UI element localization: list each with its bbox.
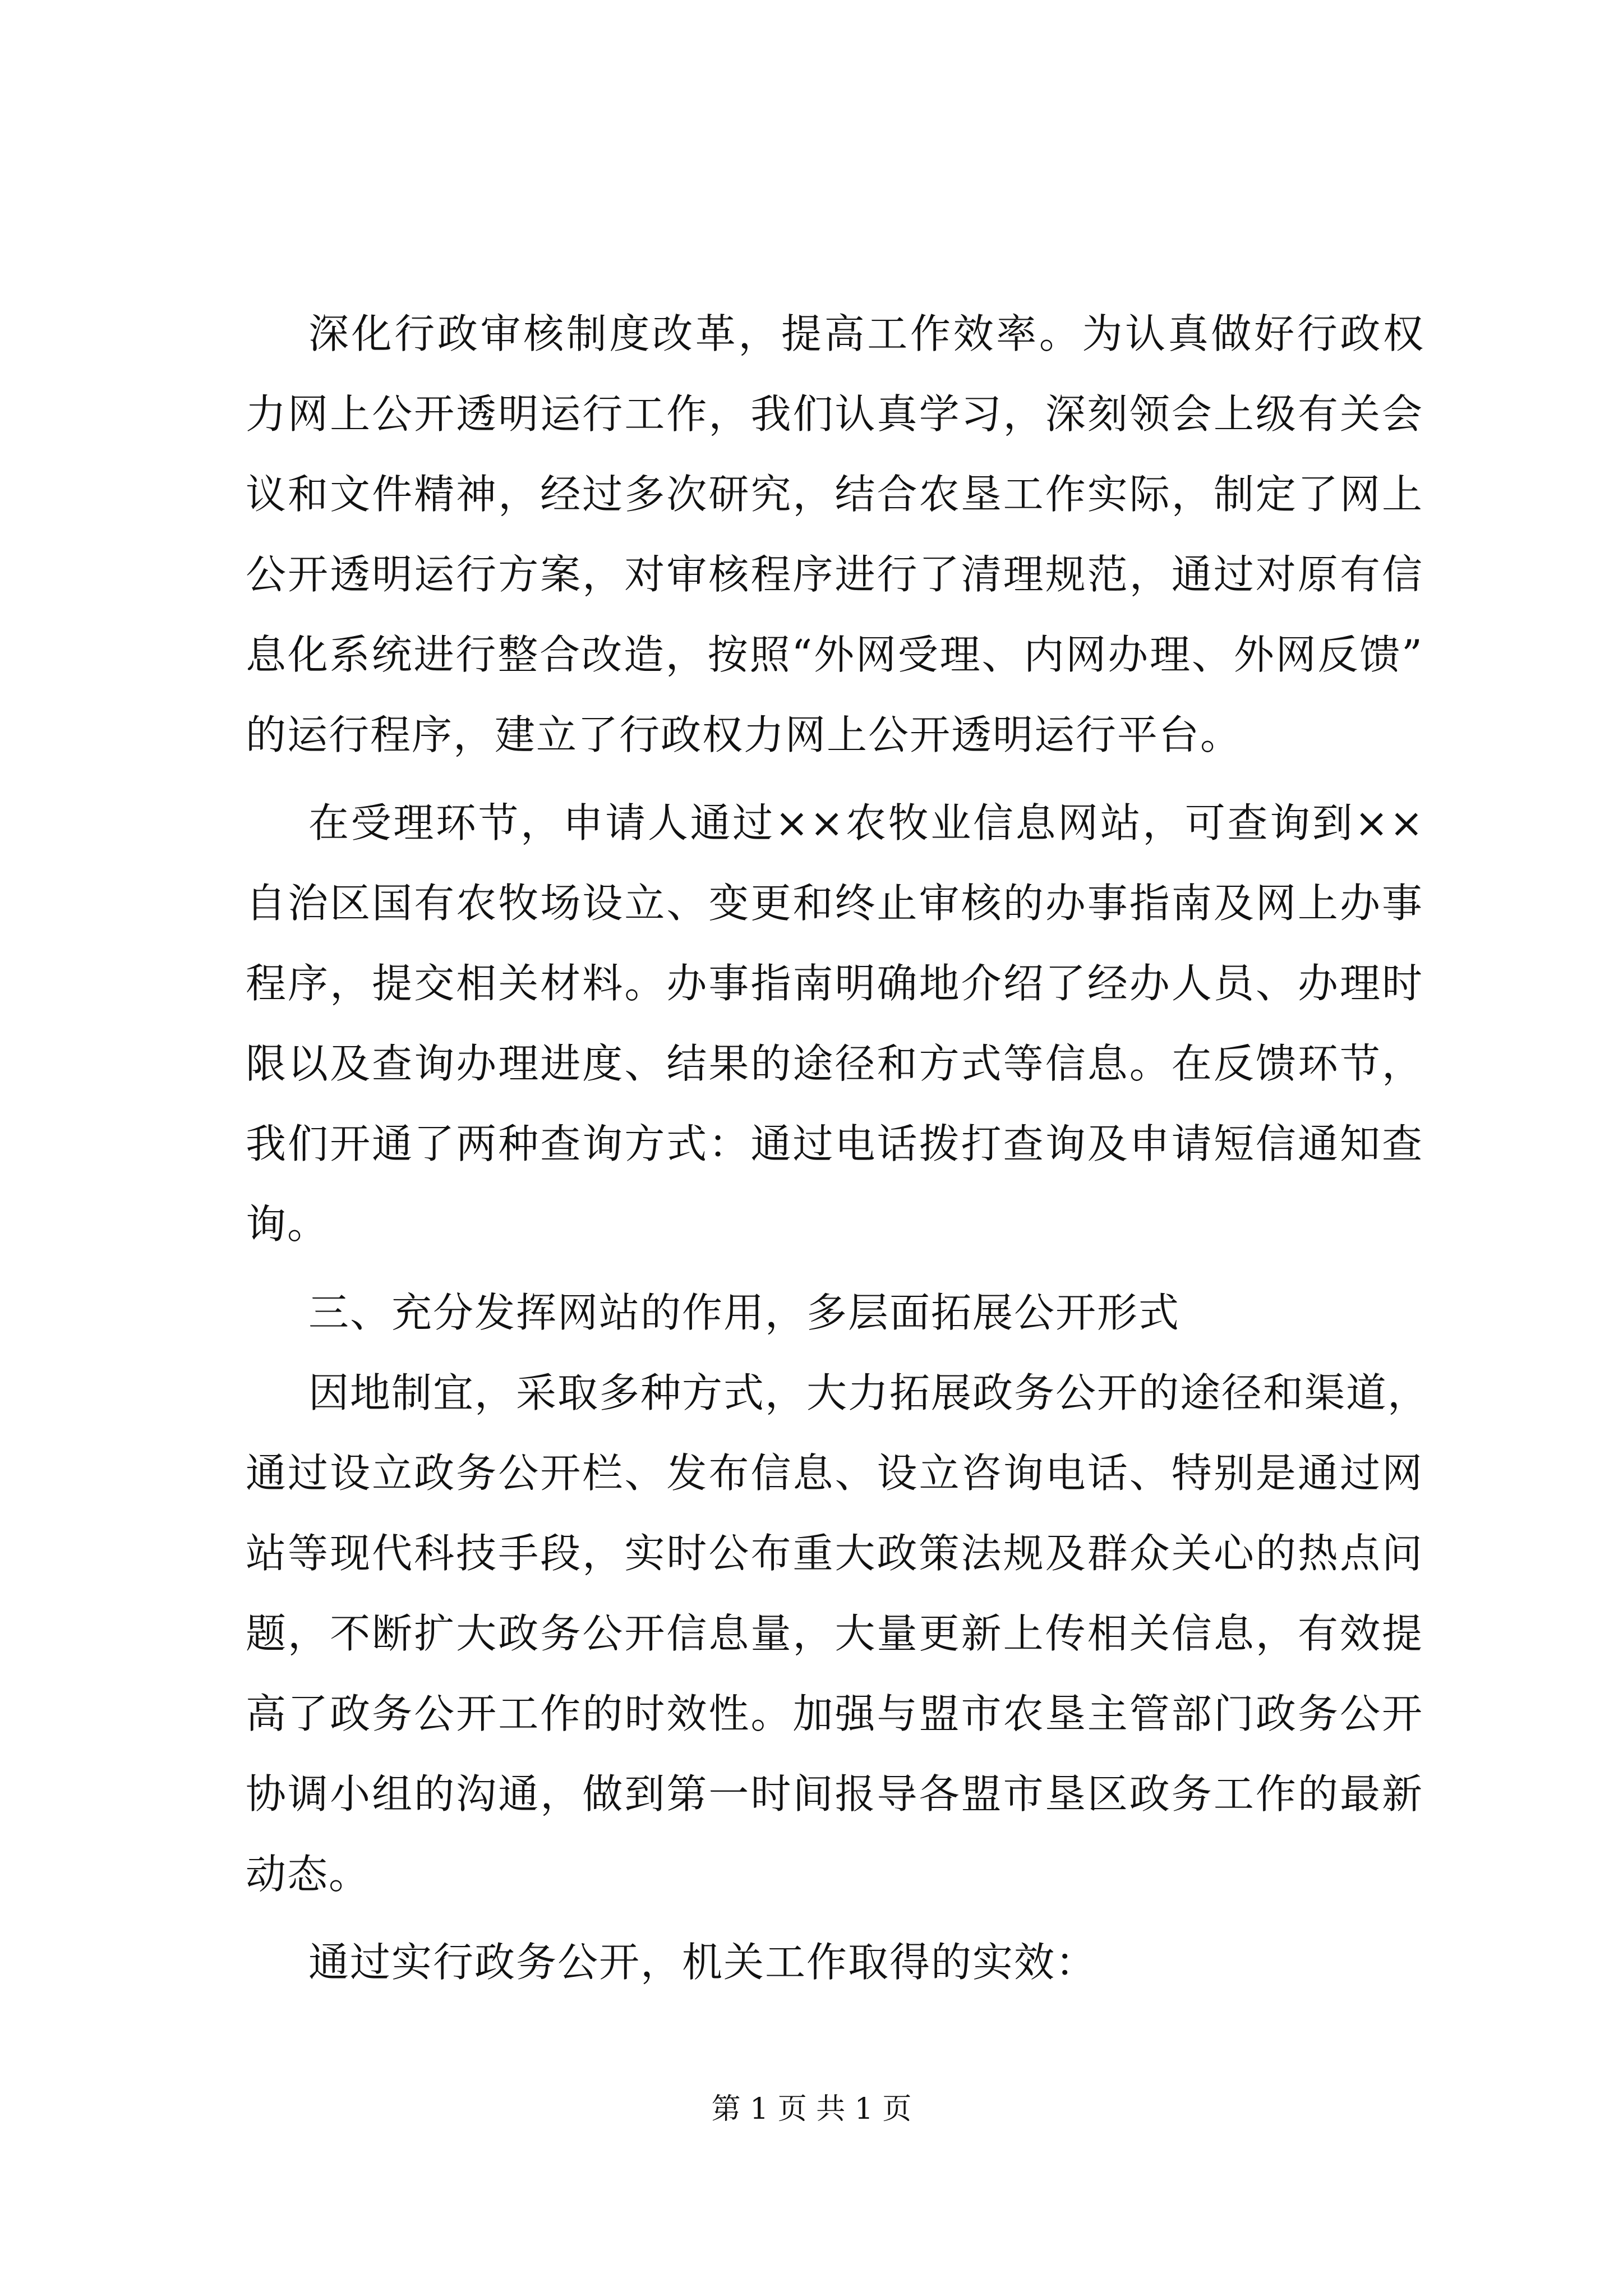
paragraph-3-line-4: 题，不断扩大政务公开信息量，大量更新上传相关信息，有效提	[246, 1610, 1423, 1657]
page-number-footer: 第 1 页 共 1 页	[711, 2092, 912, 2126]
section-heading: 三、充分发挥网站的作用，多层面拓展公开形式	[308, 1289, 1181, 1336]
paragraph-2-line-2: 自治区国有农牧场设立、变更和终止审核的办事指南及网上办事	[246, 880, 1423, 927]
paragraph-1-line-5: 息化系统进行整合改造，按照“外网受理、内网办理、外网反馈”	[246, 631, 1423, 678]
paragraph-3-line-2: 通过设立政务公开栏、发布信息、设立咨询电话、特别是通过网	[246, 1450, 1423, 1497]
paragraph-2-line-5: 我们开通了两种查询方式：通过电话拨打查询及申请短信通知查	[246, 1120, 1423, 1167]
paragraph-3-line-1: 因地制宜，采取多种方式，大力拓展政务公开的途径和渠道，	[308, 1369, 1430, 1416]
paragraph-3-line-7: 动态。	[246, 1851, 371, 1898]
paragraph-2-line-4: 限以及查询办理进度、结果的途径和方式等信息。在反馈环节，	[246, 1040, 1423, 1087]
paragraph-1-line-3: 议和文件精神，经过多次研究，结合农垦工作实际，制定了网上	[246, 471, 1423, 518]
paragraph-1-line-6: 的运行程序，建立了行政权力网上公开透明运行平台。	[246, 711, 1242, 758]
paragraph-3-line-5: 高了政务公开工作的时效性。加强与盟市农垦主管部门政务公开	[246, 1690, 1423, 1737]
paragraph-2-line-6: 询。	[246, 1200, 329, 1248]
paragraph-2-line-1: 在受理环节，申请人通过××农牧业信息网站，可查询到××	[308, 799, 1424, 846]
paragraph-1-line-4: 公开透明运行方案，对审核程序进行了清理规范，通过对原有信	[246, 551, 1423, 598]
paragraph-1-line-1: 深化行政审核制度改革，提高工作效率。为认真做好行政权	[308, 310, 1424, 357]
paragraph-3-line-3: 站等现代科技手段，实时公布重大政策法规及群众关心的热点问	[246, 1530, 1423, 1577]
paragraph-1-line-2: 力网上公开透明运行工作，我们认真学习，深刻领会上级有关会	[246, 390, 1423, 438]
paragraph-2-line-3: 程序，提交相关材料。办事指南明确地介绍了经办人员、办理时	[246, 960, 1423, 1007]
paragraph-3-line-6: 协调小组的沟通，做到第一时间报导各盟市垦区政务工作的最新	[246, 1770, 1423, 1818]
paragraph-4-line-1: 通过实行政务公开，机关工作取得的实效：	[308, 1939, 1098, 1986]
